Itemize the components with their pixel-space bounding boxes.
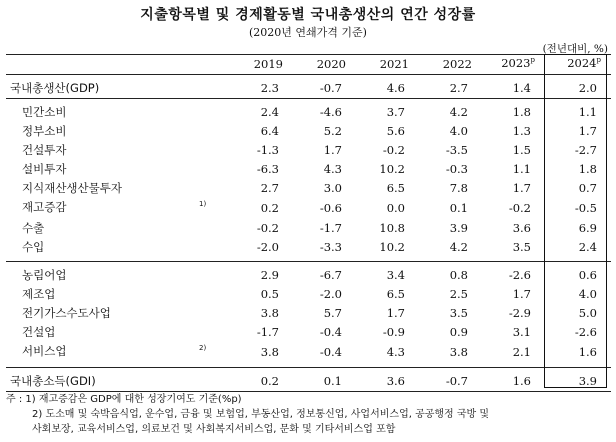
value-cell: 10.2 (379, 162, 405, 176)
value-cell: -0.2 (508, 201, 531, 215)
value-cell: -0.4 (319, 345, 342, 359)
value-cell: 0.5 (260, 287, 279, 301)
value-cell: 2.1 (512, 345, 531, 359)
row-label: 지식재산생산물투자 (22, 181, 122, 195)
value-cell: 1.1 (578, 105, 597, 119)
header-year-2022: 2022 (419, 55, 482, 75)
table-row (6, 266, 611, 285)
value-cell: 2.5 (449, 287, 468, 301)
value-cell: 4.3 (386, 345, 405, 359)
value-cell: 0.1 (293, 372, 356, 392)
row-label: 건설투자 (22, 143, 67, 157)
value-cell: 3.8 (449, 345, 468, 359)
table-row (6, 179, 611, 198)
value-cell: -2.6 (508, 268, 531, 282)
table-row (6, 198, 611, 219)
value-cell: 1.6 (482, 372, 545, 392)
footnote-marker: 2) (199, 344, 207, 352)
value-cell: 2.9 (260, 268, 279, 282)
header-year-2019: 2019 (230, 55, 293, 75)
value-cell: 1.7 (578, 124, 597, 138)
growth-rate-table (6, 54, 611, 392)
value-cell: -2.9 (508, 306, 531, 320)
row-label: 정부소비 (22, 124, 67, 138)
value-cell: -1.7 (256, 325, 279, 339)
footnote-1: 주 : 1) 재고증감은 GDP에 대한 성장기여도 기준(%p) (6, 394, 242, 405)
value-cell: -0.7 (419, 372, 482, 392)
value-cell: -2.0 (319, 287, 342, 301)
value-cell: 1.8 (578, 162, 597, 176)
value-cell: 6.5 (386, 181, 405, 195)
row-label: 국내총소득(GDI) (6, 372, 230, 392)
value-cell: -6.3 (256, 162, 279, 176)
value-cell: 2.3 (260, 81, 279, 95)
page-title: 지출항목별 및 경제활동별 국내총생산의 연간 성장률 (140, 7, 476, 23)
row-label: 전기가스수도사업 (22, 306, 111, 320)
footnote-marker: 1) (199, 200, 207, 208)
value-cell: -3.3 (319, 240, 342, 254)
value-cell: 3.6 (356, 372, 419, 392)
value-cell: -2.7 (574, 143, 597, 157)
value-cell: 6.5 (386, 287, 405, 301)
value-cell: 1.6 (578, 345, 597, 359)
page-subtitle: (2020년 연쇄가격 기준) (249, 26, 367, 39)
value-cell: 4.0 (578, 287, 597, 301)
table-row (6, 141, 611, 160)
highlight-2024-column (544, 54, 607, 388)
value-cell: 3.8 (260, 345, 279, 359)
value-cell: 3.4 (386, 268, 405, 282)
value-cell: -0.5 (574, 201, 597, 215)
table-row (6, 323, 611, 342)
unit-label: (전년대비, %) (542, 43, 608, 55)
value-cell: 5.6 (386, 124, 405, 138)
table-row (6, 103, 611, 122)
table-row (6, 285, 611, 304)
value-cell: 1.4 (512, 81, 531, 95)
table-row (6, 238, 611, 257)
header-year-2020: 2020 (293, 55, 356, 75)
value-cell: 4.3 (323, 162, 342, 176)
value-cell: 0.6 (578, 268, 597, 282)
value-cell: 0.2 (260, 201, 279, 215)
value-cell: -6.7 (319, 268, 342, 282)
header-blank (6, 55, 230, 75)
row-label: 국내총생산(GDP) (10, 81, 100, 95)
value-cell: 4.2 (449, 240, 468, 254)
value-cell: 1.5 (512, 143, 531, 157)
value-cell: 4.0 (449, 124, 468, 138)
value-cell: 0.2 (230, 372, 293, 392)
table-row (6, 160, 611, 179)
row-label: 수출 (22, 221, 45, 235)
value-cell: -4.6 (319, 105, 342, 119)
value-cell: 7.8 (449, 181, 468, 195)
value-cell: 0.1 (449, 201, 468, 215)
value-cell: -0.2 (256, 221, 279, 235)
value-cell: -2.6 (574, 325, 597, 339)
value-cell: 6.4 (260, 124, 279, 138)
value-cell: 2.4 (260, 105, 279, 119)
value-cell: 1.7 (386, 306, 405, 320)
row-label: 수입 (22, 240, 45, 254)
value-cell: 2.7 (260, 181, 279, 195)
value-cell: -2.0 (256, 240, 279, 254)
value-cell: 3.0 (323, 181, 342, 195)
table-row (6, 122, 611, 141)
value-cell: 0.0 (386, 201, 405, 215)
header-row (6, 55, 611, 75)
table-row (6, 304, 611, 323)
table-row (6, 79, 611, 99)
value-cell: 3.9 (545, 372, 611, 392)
row-label: 설비투자 (22, 162, 67, 176)
value-cell: 3.5 (449, 306, 468, 320)
value-cell: 3.7 (386, 105, 405, 119)
value-cell: 3.1 (512, 325, 531, 339)
value-cell: 3.5 (512, 240, 531, 254)
value-cell: 0.9 (449, 325, 468, 339)
value-cell: 2.0 (578, 81, 597, 95)
value-cell: -3.5 (445, 143, 468, 157)
value-cell: 3.8 (260, 306, 279, 320)
value-cell: 1.1 (512, 162, 531, 176)
value-cell: -1.7 (319, 221, 342, 235)
value-cell: 1.8 (512, 105, 531, 119)
value-cell: 3.9 (449, 221, 468, 235)
value-cell: -0.9 (382, 325, 405, 339)
value-cell: 2.4 (578, 240, 597, 254)
header-year-2023: 2023$^p$ (482, 55, 545, 75)
table-row (6, 342, 611, 363)
value-cell: 1.7 (512, 181, 531, 195)
value-cell: 2.7 (449, 81, 468, 95)
value-cell: 1.3 (512, 124, 531, 138)
table-row (6, 372, 611, 392)
footnote-2-continued: 사회보장, 교육서비스업, 의료보건 및 사회복지서비스업, 문화 및 기타서비스업 포함 (32, 424, 396, 435)
row-label: 농림어업 (22, 268, 67, 282)
row-label: 민간소비 (22, 105, 67, 119)
value-cell: -0.7 (319, 81, 342, 95)
header-year-2021: 2021 (356, 55, 419, 75)
value-cell: -0.2 (382, 143, 405, 157)
value-cell: 1.7 (323, 143, 342, 157)
footnotes (6, 392, 612, 437)
row-label: 서비스업 $^{2)}$ (22, 344, 207, 358)
value-cell: 4.6 (386, 81, 405, 95)
value-cell: 5.7 (323, 306, 342, 320)
value-cell: 4.2 (449, 105, 468, 119)
value-cell: 5.0 (578, 306, 597, 320)
footnote-2: 2) 도소매 및 숙박음식업, 운수업, 금융 및 보험업, 부동산업, 정보통신업, 사업서비스업, 공공행정 국방 및 (32, 409, 490, 420)
value-cell: 10.8 (379, 221, 405, 235)
value-cell: 0.7 (578, 181, 597, 195)
value-cell: -0.6 (319, 201, 342, 215)
value-cell: 6.9 (578, 221, 597, 235)
value-cell: 1.7 (512, 287, 531, 301)
table-row (6, 219, 611, 238)
value-cell: -1.3 (256, 143, 279, 157)
value-cell: -0.4 (319, 325, 342, 339)
row-label: 건설업 (22, 325, 56, 339)
row-label: 재고증감 $^{1)}$ (22, 200, 207, 214)
value-cell: 10.2 (379, 240, 405, 254)
header-year-2024: 2024$^p$ (545, 55, 611, 75)
value-cell: 0.8 (449, 268, 468, 282)
value-cell: 5.2 (323, 124, 342, 138)
value-cell: 3.6 (512, 221, 531, 235)
row-label: 제조업 (22, 287, 56, 301)
value-cell: -0.3 (445, 162, 468, 176)
